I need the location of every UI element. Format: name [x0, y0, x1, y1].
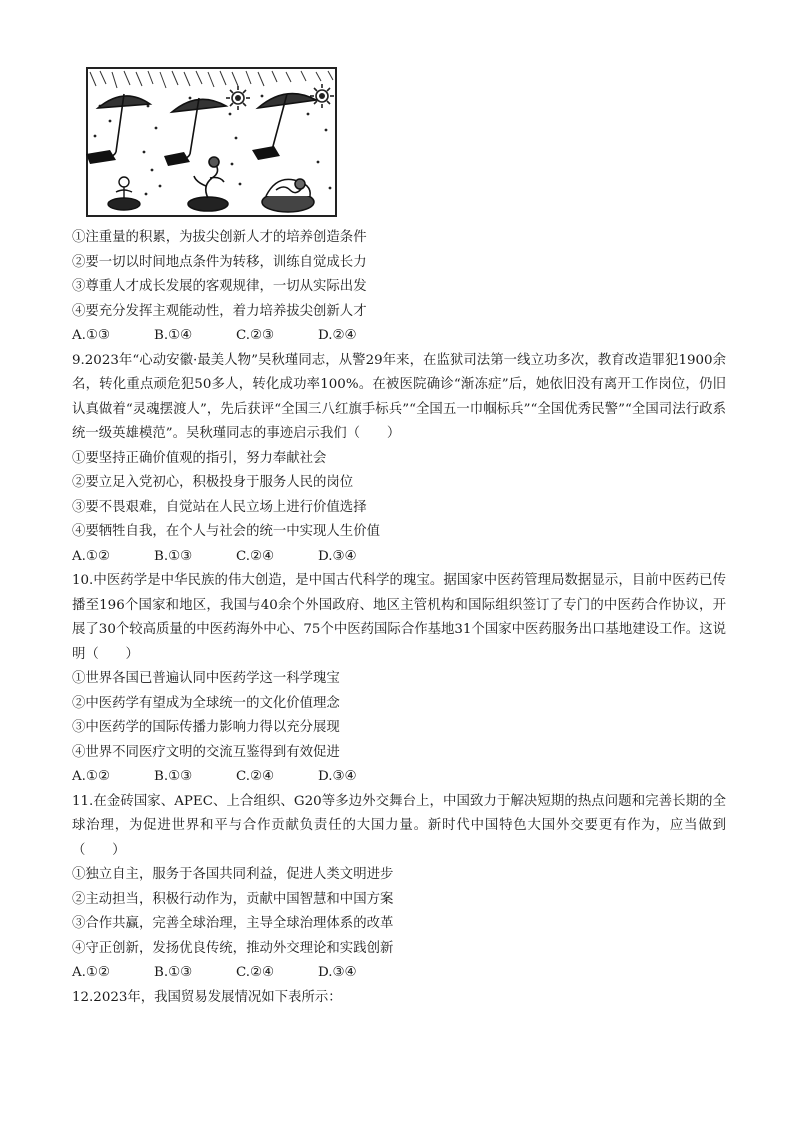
answer-a: A.①②	[72, 769, 110, 784]
question-8-option-1: ①注重量的积累，为拔尖创新人才的培养创造条件	[72, 230, 367, 245]
question-11-stem: 11.在金砖国家、APEC、上合组织、G20等多边外交舞台上，中国致力于解决短期的热点问题和完善长期的全球治理，为促进世界和平与合作贡献负责任的大国力量。新时代中国特色大国外交要更有作为，应当做到（ ）	[72, 793, 726, 858]
question-9-option-3: ③要不畏艰难，自觉站在人民立场上进行价值选择	[72, 499, 367, 515]
question-10-option-4: ④世界不同医疗文明的交流互鉴得到有效促进	[72, 744, 340, 760]
question-8-option-3: ③尊重人才成长发展的客观规律，一切从实际出发	[72, 279, 367, 294]
question-11-option-4: ④守正创新，发扬优良传统，推动外交理论和实践创新	[72, 940, 394, 956]
answer-b: B.①④	[154, 328, 193, 343]
question-11-option-1: ①独立自主，服务于各国共同利益，促进人类文明进步	[72, 867, 394, 882]
question-9-option-4: ④要牺牲自我，在个人与社会的统一中实现人生价值	[72, 524, 380, 539]
answer-d: D.③④	[318, 769, 357, 784]
umbrella-cartoon-illustration	[86, 66, 338, 218]
question-9-answers	[72, 545, 726, 570]
question-10-stem: 10.中医药学是中华民族的伟大创造，是中国古代科学的瑰宝。据国家中医药管理局数据显示，目前中医药已传播至196个国家和地区，我国与40余个外国政府、地区主管机构和国际组织签订了专门的中医药合作协议，开展了30个较高质量的中医药海外中心、75个中医药国际合作基地31个国家中医药服务出口基地建设工作。这说明（ ）	[72, 573, 726, 662]
answer-d: D.②④	[318, 328, 357, 343]
question-9-option-2: ②要立足入党初心，积极投身于服务人民的岗位	[72, 475, 354, 490]
answer-d: D.③④	[318, 548, 357, 564]
question-10-option-1: ①世界各国已普遍认同中医药学这一科学瑰宝	[72, 671, 340, 686]
answer-c: C.②④	[236, 965, 275, 980]
answer-c: C.②④	[236, 548, 275, 564]
question-11-option-3: ③合作共赢，完善全球治理，主导全球治理体系的改革	[72, 916, 394, 931]
answer-b: B.①③	[154, 548, 193, 564]
answer-a: A.①②	[72, 548, 110, 564]
question-11	[72, 790, 726, 986]
question-12-stem: 12.2023年，我国贸易发展情况如下表所示：	[72, 989, 342, 1005]
question-8-answers	[72, 324, 726, 349]
question-12	[72, 986, 726, 1011]
question-11-answers	[72, 961, 726, 986]
answer-c: C.②③	[236, 328, 275, 343]
question-10-option-3: ③中医药学的国际传播力影响力得以充分展现	[72, 720, 340, 735]
question-9	[72, 349, 726, 570]
answer-a: A.①③	[72, 328, 110, 343]
answer-b: B.①③	[154, 965, 193, 980]
answer-b: B.①③	[154, 769, 193, 784]
answer-a: A.①②	[72, 965, 110, 980]
question-9-option-1: ①要坚持正确价值观的指引，努力奉献社会	[72, 450, 327, 466]
question-8-option-4: ④要充分发挥主观能动性，着力培养拔尖创新人才	[72, 303, 367, 319]
question-8-options	[72, 226, 726, 349]
question-8-option-2: ②要一切以时间地点条件为转移，训练自觉成长力	[72, 254, 367, 270]
question-10	[72, 569, 726, 790]
question-10-option-2: ②中医药学有望成为全球统一的文化价值理念	[72, 695, 340, 711]
answer-c: C.②④	[236, 769, 275, 784]
answer-d: D.③④	[318, 965, 357, 980]
question-10-answers	[72, 765, 726, 790]
question-9-stem: 9.2023年“心动安徽·最美人物”吴秋瑾同志，从警29年来，在监狱司法第一线立功多次，教育改造罪犯1900余名，转化重点顽危犯50多人，转化成功率100%。在被医院确诊“渐冻症”后，她依旧没有离开工作岗位，仍旧认真做着“灵魂摆渡人”，先后获评“全国三八红旗手标兵”“全国五一巾帼标兵”“全国优秀民警”“全国司法行政系统一级英雄模范”。吴秋瑾同志的事迹启示我们（ ）	[72, 352, 726, 441]
question-content	[72, 226, 726, 1010]
question-11-option-2: ②主动担当，积极行动作为，贡献中国智慧和中国方案	[72, 891, 394, 907]
